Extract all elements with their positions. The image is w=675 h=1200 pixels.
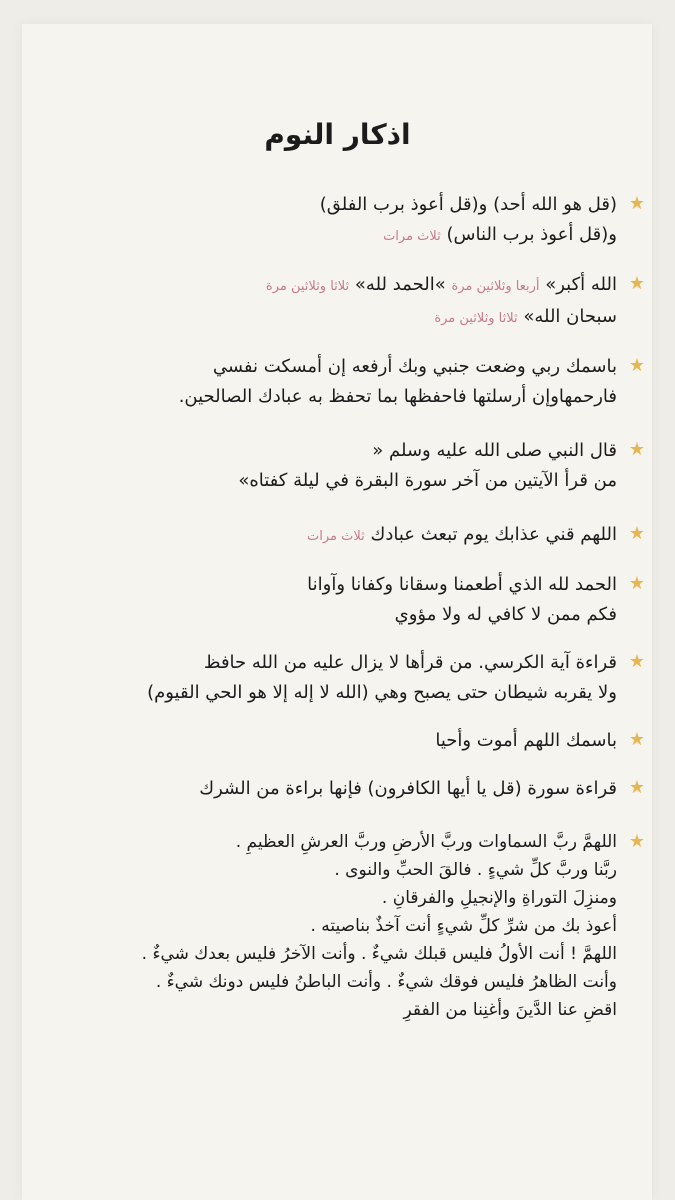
item-text: اللهمَّ ربَّ السماوات وربَّ الأرضِ وربَّ العرشِ العظيمِ .: [235, 832, 617, 852]
star-icon: ★: [628, 831, 646, 852]
item-text: أعوذ بك من شرِّ كلِّ شيءٍ أنت آخذٌ بناصيته .: [310, 916, 617, 936]
list-item: [36, 726, 647, 756]
item-line: [36, 190, 617, 220]
item-text: سبحان الله»: [523, 306, 617, 327]
item-text: ومنزِلَ التوراةِ والإنجيلِ والفرقانِ .: [381, 888, 617, 908]
item-line: [36, 520, 617, 552]
repeat-note: ثلاث مرات: [383, 229, 441, 244]
item-text: ربَّنا وربَّ كلِّ شيءٍ . فالقَ الحبِّ والنوى .: [334, 860, 617, 880]
item-text: وأنت الظاهرُ فليس فوقك شيءٌ . وأنت الباطنُ فليس دونك شيءٌ .: [155, 972, 617, 992]
item-text: قراءة سورة (قل يا أيها الكافرون) فإنها براءة من الشرك: [199, 778, 617, 799]
item-text: اقضِ عنا الدَّينَ وأغنِنا من الفقرِ: [403, 1000, 617, 1020]
item-line: [36, 678, 617, 708]
item-line: [36, 912, 617, 940]
star-icon: ★: [628, 439, 646, 460]
item-line: [36, 856, 617, 884]
repeat-note: ثلاثا وثلاثين مرة: [434, 311, 518, 326]
item-text: و(قل أعوذ برب الناس): [446, 224, 617, 245]
star-icon: ★: [628, 777, 646, 798]
item-line: [36, 774, 617, 804]
item-text: اللهمَّ ! أنت الأولُ فليس قبلك شيءٌ . وأنت الآخرُ فليس بعدك شيءٌ .: [141, 944, 617, 964]
item-text: (قل هو الله أحد) و(قل أعوذ برب الفلق): [319, 194, 617, 215]
item-text: الله أكبر»: [545, 274, 617, 295]
star-icon: ★: [628, 273, 646, 294]
repeat-note: ثلاث مرات: [307, 529, 365, 544]
item-line: [36, 996, 617, 1024]
item-line: [36, 382, 617, 412]
repeat-note: ثلاثا وثلاثين مرة: [265, 279, 350, 294]
item-text: باسمك اللهم أموت وأحيا: [435, 730, 617, 751]
list-item: [36, 774, 647, 804]
list-item: [36, 828, 647, 1024]
item-text: اللهم قني عذابك يوم تبعث عبادك: [370, 524, 617, 545]
item-text: فارحمهاوإن أرسلتها فاحفظها بما تحفظ به عبادك الصالحين.: [178, 386, 617, 407]
item-line: [36, 220, 617, 252]
item-line: [36, 570, 617, 600]
item-line: [36, 270, 617, 302]
star-icon: ★: [628, 355, 646, 376]
item-line: [36, 436, 617, 466]
page-title: اذكار النوم: [264, 118, 411, 151]
list-item: [36, 270, 647, 334]
item-line: [36, 600, 617, 630]
item-text: ولا يقربه شيطان حتى يصبح وهي (الله لا إله إلا هو الحي القيوم): [147, 682, 617, 703]
item-line: [36, 968, 617, 996]
adhkar-list: [36, 190, 647, 1042]
item-text: قراءة آية الكرسي. من قرأها لا يزال عليه من الله حافظ: [203, 652, 617, 673]
star-icon: ★: [628, 523, 646, 544]
item-text: من قرأ الآيتين من آخر سورة البقرة في ليلة كفتاه»: [238, 470, 617, 491]
list-item: [36, 570, 647, 630]
item-line: [36, 352, 617, 382]
item-line: [36, 466, 617, 496]
list-item: [36, 436, 647, 496]
list-item: [36, 352, 647, 412]
item-line: [36, 726, 617, 756]
item-text: الحمد لله الذي أطعمنا وسقانا وكفانا وآوانا: [307, 574, 617, 595]
list-item: [36, 190, 647, 252]
star-icon: ★: [628, 573, 646, 594]
repeat-note: أربعا وثلاثين مرة: [451, 279, 540, 294]
item-text: باسمك ربي وضعت جنبي وبك أرفعه إن أمسكت نفسي: [212, 356, 617, 377]
item-line: [36, 884, 617, 912]
list-item: [36, 648, 647, 708]
star-icon: ★: [628, 651, 646, 672]
star-icon: ★: [628, 193, 646, 214]
item-line: [36, 648, 617, 678]
item-text: فكم ممن لا كافي له ولا مؤوي: [394, 604, 617, 625]
list-item: [36, 520, 647, 552]
item-line: [36, 302, 617, 334]
star-icon: ★: [628, 729, 646, 750]
item-line: [36, 828, 617, 856]
item-line: [36, 940, 617, 968]
item-text: قال النبي صلى الله عليه وسلم «: [372, 440, 617, 461]
item-text: »الحمد لله»: [354, 274, 446, 295]
